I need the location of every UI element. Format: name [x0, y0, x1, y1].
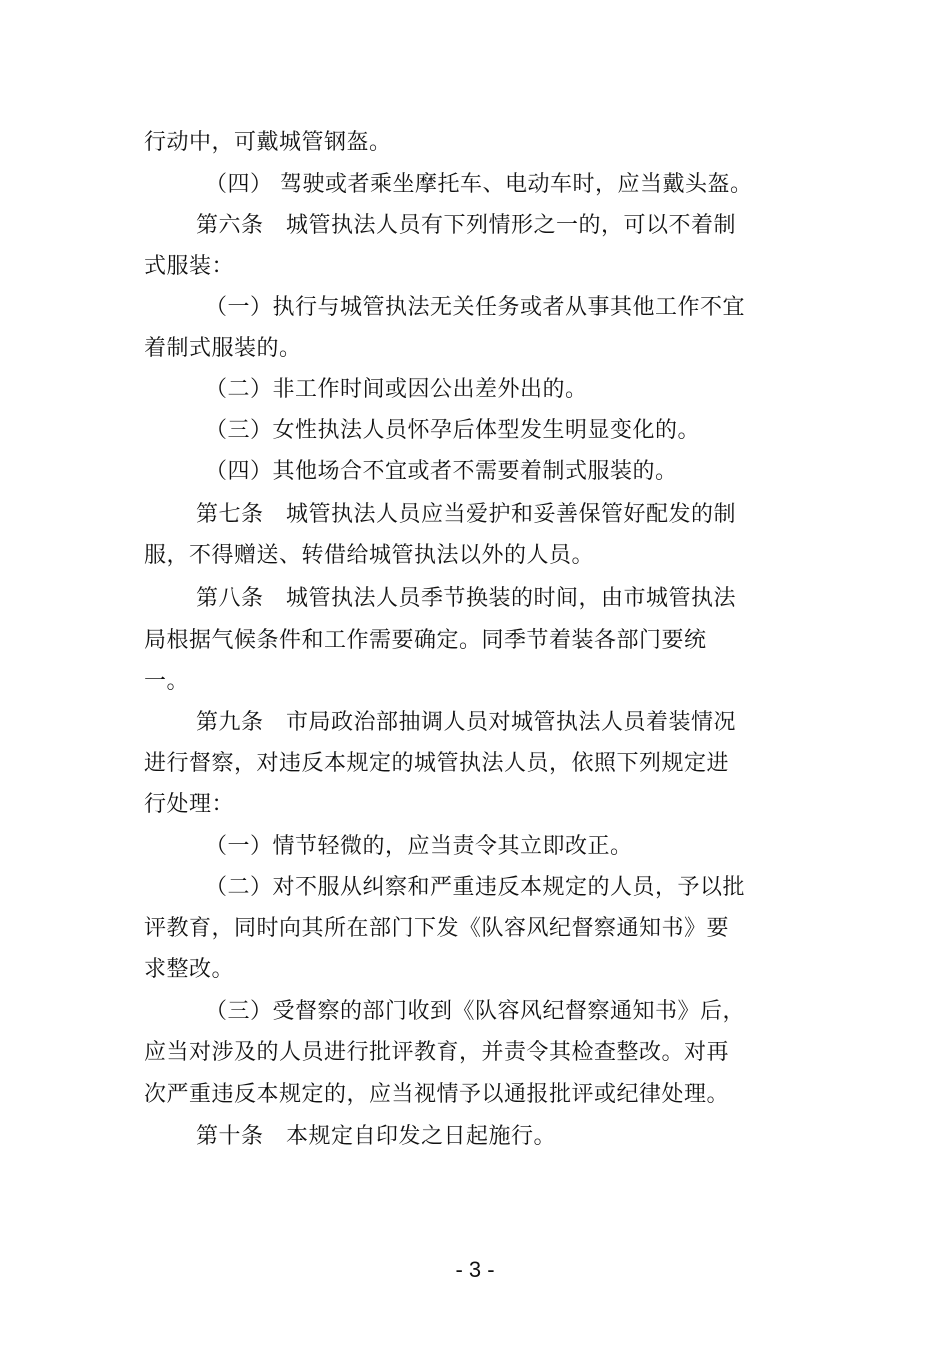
text-line: 服，不得赠送、转借给城管执法以外的人员。: [144, 543, 595, 568]
text-line: 着制式服装的。: [144, 336, 302, 361]
text-line: 次严重违反本规定的，应当视情予以通报批评或纪律处理。: [144, 1082, 730, 1107]
text-line: 行处理：: [144, 792, 235, 817]
article-6-heading-line: 第六条 城管执法人员有下列情形之一的，可以不着制: [196, 213, 737, 238]
text-line: 一。: [144, 669, 190, 694]
article-9-heading-line: 第九条 市局政治部抽调人员对城管执法人员着装情况: [196, 710, 737, 735]
page-number: - 3 -: [455, 1257, 495, 1282]
text-line: 行动中，可戴城管钢盔。: [144, 130, 392, 155]
text-line: （四）其他场合不宜或者不需要着制式服装的。: [205, 459, 678, 484]
text-line: 应当对涉及的人员进行批评教育，并责令其检查整改。对再: [144, 1040, 730, 1065]
article-7-heading-line: 第七条 城管执法人员应当爱护和妥善保管好配发的制: [196, 502, 737, 527]
text-line: （三）女性执法人员怀孕后体型发生明显变化的。: [205, 418, 701, 443]
text-line: （二）非工作时间或因公出差外出的。: [205, 377, 588, 402]
text-line: （三）受督察的部门收到《队容风纪督察通知书》后，: [205, 999, 746, 1024]
article-10-heading-line: 第十条 本规定自印发之日起施行。: [196, 1124, 557, 1149]
text-line: 评教育，同时向其所在部门下发《队容风纪督察通知书》要: [144, 916, 730, 941]
text-line: （二）对不服从纠察和严重违反本规定的人员，予以批: [205, 875, 746, 900]
text-line: （一）执行与城管执法无关任务或者从事其他工作不宜: [205, 295, 746, 320]
text-line: 式服装：: [144, 254, 235, 279]
text-line: 进行督察，对违反本规定的城管执法人员，依照下列规定进: [144, 751, 730, 776]
text-line: 求整改。: [144, 957, 235, 982]
text-line: （一）情节轻微的，应当责令其立即改正。: [205, 834, 633, 859]
text-line: （四） 驾驶或者乘坐摩托车、电动车时，应当戴头盔。: [205, 172, 753, 197]
article-8-heading-line: 第八条 城管执法人员季节换装的时间，由市城管执法: [196, 586, 737, 611]
text-line: 局根据气候条件和工作需要确定。同季节着装各部门要统: [144, 628, 707, 653]
